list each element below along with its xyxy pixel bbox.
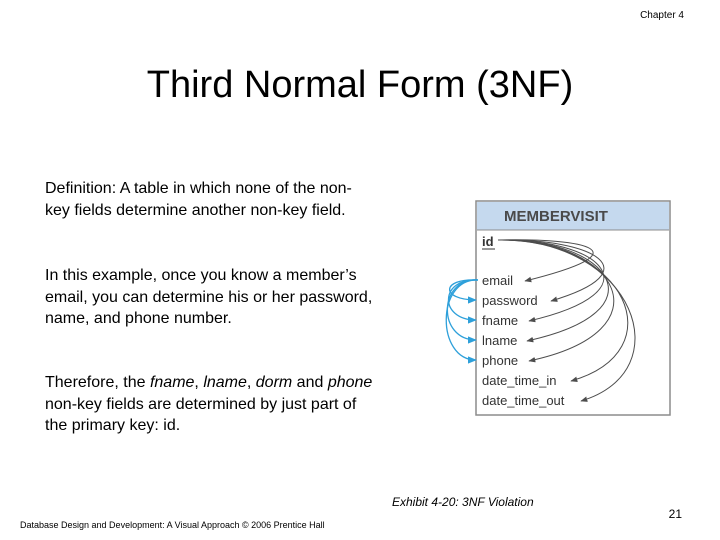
field-date-time-in: date_time_in [482,373,557,388]
conclusion-part: , [246,374,256,391]
slide-title: Third Normal Form (3NF) [146,64,574,106]
table-name: MEMBERVISIT [504,208,608,225]
field-fname: fname [482,313,519,328]
field-lname: lname [482,333,518,348]
exhibit-caption: Exhibit 4-20: 3NF Violation [392,495,534,509]
conclusion-part: , [194,374,204,391]
conclusion-part: Therefore, the [45,374,150,391]
fname-term: fname [149,374,195,391]
page-number: 21 [668,507,682,521]
example-text: In this example, once you know a member’s email, you can determine his or her password, name, and phone number. [45,267,373,327]
dorm-term: dorm [255,374,293,391]
membervisit-diagram [436,195,676,420]
definition-text: Definition: A table in which none of the non-key fields determine another non-key field. [45,180,352,219]
field-email: email [482,273,514,288]
phone-term: phone [327,374,373,391]
field-phone: phone [482,353,519,368]
footer-text: Database Design and Development: A Visual Approach © 2006 Prentice Hall [20,520,325,530]
chapter-label: Chapter 4 [640,10,684,21]
key-field-id: id [482,234,494,249]
lname-term: lname [203,374,247,391]
field-password: password [482,293,538,308]
conclusion-text [45,372,375,437]
conclusion-part: and [292,374,328,391]
field-date-time-out: date_time_out [482,393,565,408]
conclusion-part: non-key fields are determined by just part of the primary key: id. [45,395,357,434]
